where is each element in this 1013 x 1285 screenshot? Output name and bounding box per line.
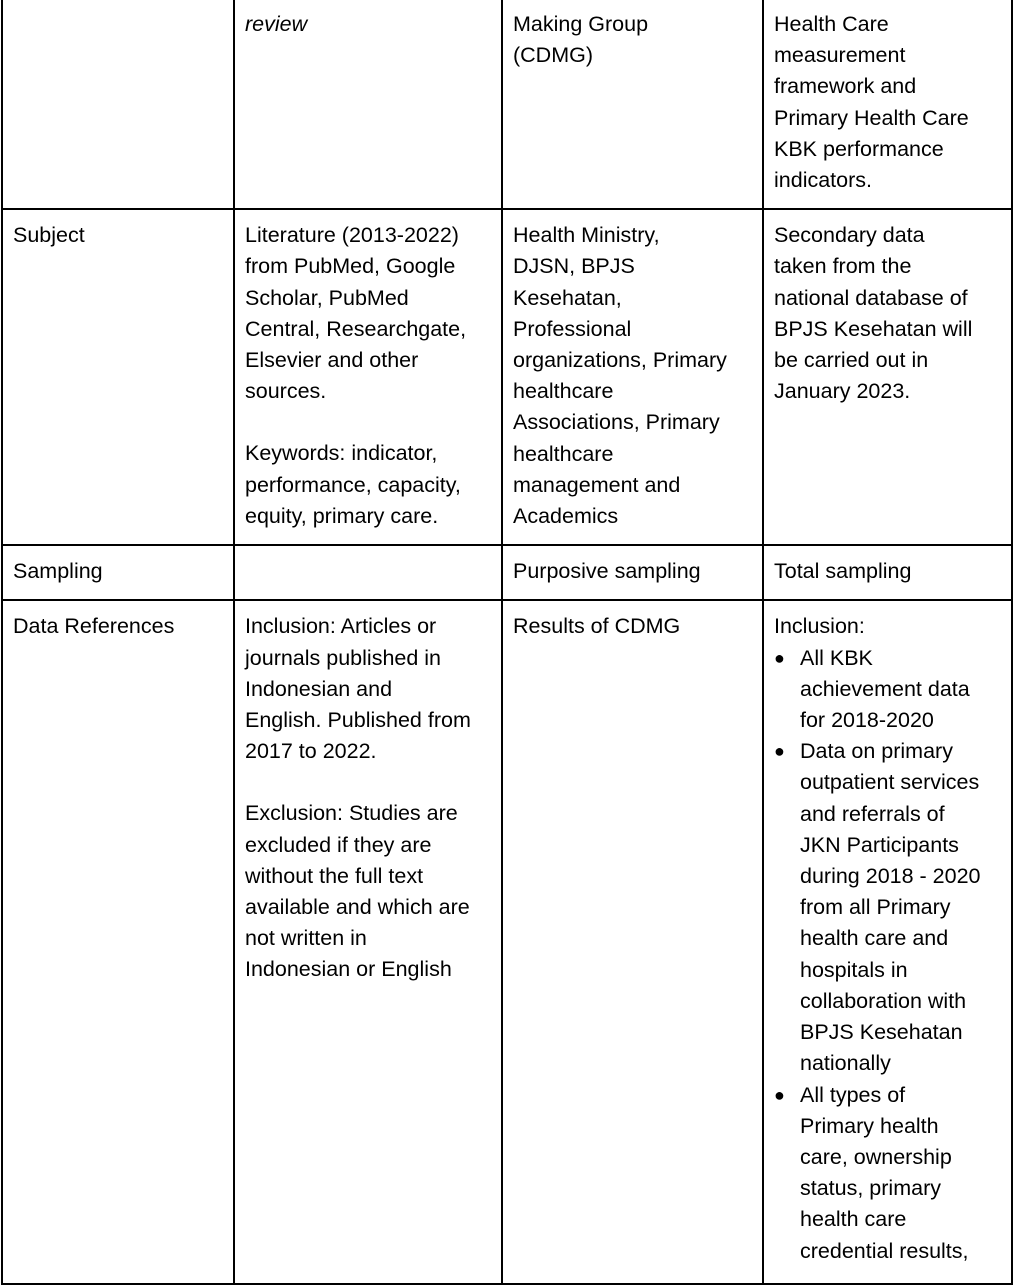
cell-line: care, ownership — [800, 1144, 952, 1169]
cell-line: Data on primary — [800, 739, 953, 764]
inclusion-list — [774, 643, 1003, 1267]
bullet-icon: ● — [774, 1084, 785, 1105]
cell-line: (CDMG) — [513, 43, 594, 68]
cell-line: nationally — [800, 1051, 891, 1076]
inclusion-heading: Inclusion: — [774, 614, 865, 639]
row-top-framework-cell — [763, 0, 1012, 209]
cell-line: journals published in — [245, 645, 442, 670]
cell-line: during 2018 - 2020 — [800, 864, 981, 889]
sampling-label-cell — [2, 545, 234, 600]
cell-line: Elsevier and other — [245, 348, 419, 373]
cell-line: performance, capacity, — [245, 472, 461, 497]
bullet-icon: ● — [774, 741, 785, 762]
bullet-icon: ● — [774, 647, 785, 668]
cell-line: excluded if they are — [245, 832, 432, 857]
cell-line: for 2018-2020 — [800, 708, 934, 733]
cell-line: Primary Health Care — [774, 105, 969, 130]
paragraph-gap — [245, 407, 493, 438]
data-references-label-cell — [2, 600, 234, 1284]
table-row — [2, 0, 1012, 209]
cell-line: All types of — [800, 1082, 906, 1107]
list-item — [774, 643, 1003, 737]
cell-line: Kesehatan, — [513, 285, 622, 310]
subject-label-cell — [2, 209, 234, 545]
cell-line: Exclusion: Studies are — [245, 801, 458, 826]
cell-line: collaboration with — [800, 988, 967, 1013]
cell-line: available and which are — [245, 895, 470, 920]
cell-line: national database of — [774, 285, 968, 310]
list-item — [774, 1080, 1003, 1267]
cell-line: Academics — [513, 504, 619, 529]
cell-line: Secondary data — [774, 223, 925, 248]
cell-line: Indonesian or English — [245, 957, 452, 982]
cell-line: credential results, — [800, 1238, 969, 1263]
cell-line: and referrals of — [800, 801, 945, 826]
cell-line: Inclusion: Articles or — [245, 614, 437, 639]
cell-line: Primary health — [800, 1113, 939, 1138]
cell-line: measurement — [774, 43, 906, 68]
subject-stakeholders-cell — [502, 209, 763, 545]
cell-line: KBK performance — [774, 136, 944, 161]
cell-line: status, primary — [800, 1176, 941, 1201]
cell-line: Scholar, PubMed — [245, 285, 409, 310]
cell-line: achievement data — [800, 676, 970, 701]
cell-line: hospitals in — [800, 957, 908, 982]
cell-line: English. Published from — [245, 708, 471, 733]
row-top-cdmg-cell — [502, 0, 763, 209]
cell-line: not written in — [245, 926, 367, 951]
cell-line: sources. — [245, 379, 327, 404]
cell-line: Professional — [513, 316, 632, 341]
cell-line: from PubMed, Google — [245, 254, 456, 279]
table-row — [2, 600, 1012, 1284]
cell-line: organizations, Primary — [513, 348, 727, 373]
cell-line: equity, primary care. — [245, 503, 439, 528]
data-references-cdmg-cell — [502, 600, 763, 1284]
cell-line: Literature (2013-2022) — [245, 223, 459, 248]
cell-line: indicators. — [774, 168, 872, 193]
sampling-purposive-cell — [502, 545, 763, 600]
row-label: Sampling — [13, 559, 103, 584]
table-row — [2, 209, 1012, 545]
subject-literature-cell — [234, 209, 502, 545]
cell-line: Central, Researchgate, — [245, 316, 467, 341]
data-references-inclusion-cell — [763, 600, 1012, 1284]
cell-line: without the full text — [245, 863, 424, 888]
cell-line: January 2023. — [774, 379, 911, 404]
row-label: Subject — [13, 223, 85, 248]
cell-text: Total sampling — [774, 559, 912, 584]
row-label: Data References — [13, 614, 175, 639]
cell-text: Purposive sampling — [513, 559, 701, 584]
cell-line: management and — [513, 472, 681, 497]
cell-line: Indonesian and — [245, 676, 393, 701]
row-top-review-cell — [234, 0, 502, 209]
methodology-table — [1, 0, 1013, 1285]
cell-line: health care — [800, 1207, 907, 1232]
cell-line: Health Ministry, — [513, 223, 660, 248]
cell-line: DJSN, BPJS — [513, 254, 635, 279]
cell-line: be carried out in — [774, 348, 929, 373]
cell-line: BPJS Kesehatan — [800, 1020, 963, 1045]
review-text: review — [245, 12, 308, 36]
cell-line: from all Primary — [800, 895, 951, 920]
cell-line: JKN Participants — [800, 832, 959, 857]
subject-secondary-data-cell — [763, 209, 1012, 545]
sampling-total-cell — [763, 545, 1012, 600]
cell-line: outpatient services — [800, 770, 980, 795]
cell-line: Keywords: indicator, — [245, 441, 438, 466]
table-row — [2, 545, 1012, 600]
paragraph-gap — [245, 767, 493, 798]
cell-line: Making Group — [513, 12, 649, 36]
row-top-label-cell — [2, 0, 234, 209]
list-item — [774, 736, 1003, 1079]
sampling-empty-cell — [234, 545, 502, 600]
data-references-criteria-cell — [234, 600, 502, 1284]
cell-line: framework and — [774, 74, 917, 99]
cell-line: healthcare — [513, 441, 614, 466]
cell-line: taken from the — [774, 254, 912, 279]
cell-line: BPJS Kesehatan will — [774, 316, 973, 341]
cell-line: health care and — [800, 926, 949, 951]
cell-text: Results of CDMG — [513, 614, 681, 639]
cell-line: All KBK — [800, 645, 873, 670]
cell-line: Health Care — [774, 12, 889, 36]
cell-line: Associations, Primary — [513, 410, 720, 435]
cell-line: healthcare — [513, 379, 614, 404]
cell-line: 2017 to 2022. — [245, 739, 377, 764]
